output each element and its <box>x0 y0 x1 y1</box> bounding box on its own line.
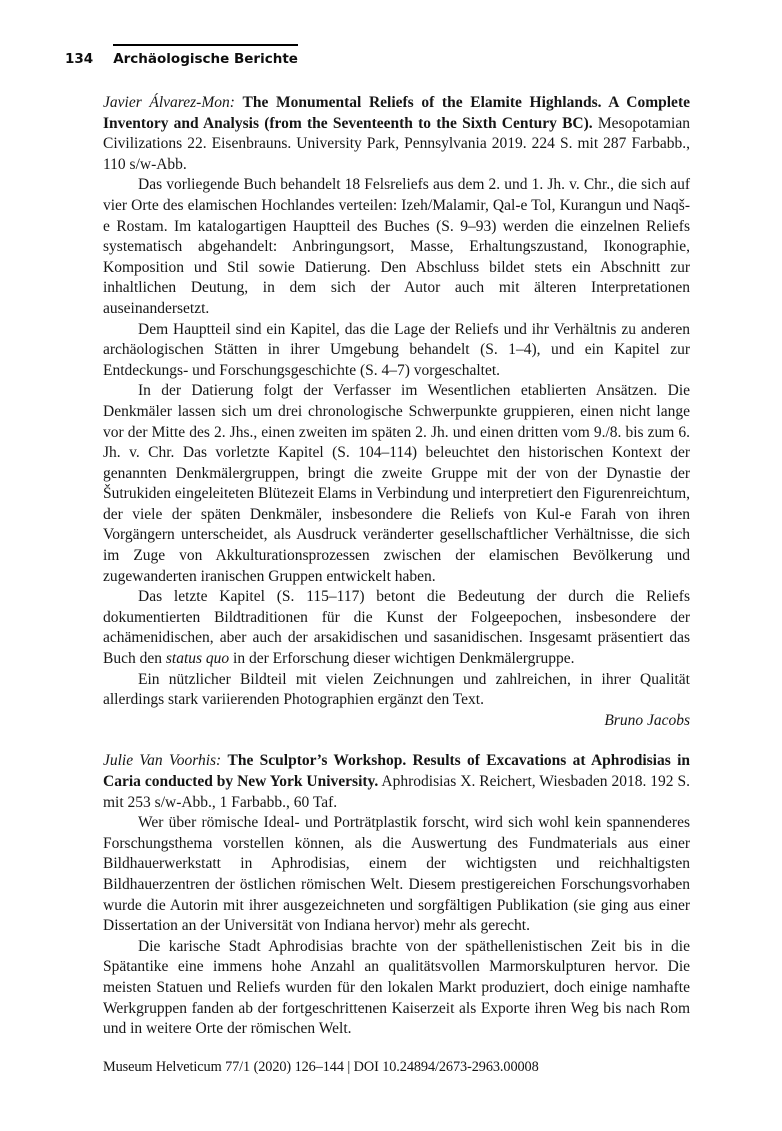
review-paragraph: Das vorliegende Buch behandelt 18 Felsreliefs aus dem 2. und 1. Jh. v. Chr., die sich auf vier Orte des elamischen Hochlandes verteilen: Izeh/Malamir, Qal-e Tol, Kurangun und Naqš-e Rostam. Im katalogartigen Hauptteil des Buches (S. 9–93) werden die einzelnen Reliefs systematisch abgehandelt: Anbringungsort, Masse, Erhaltungszustand, Ikonographie, Komposition und Stil sowie Datierung. Den Abschluss bildet stets ein Abschnitt zur inhaltlichen Deutung, in dem sich der Autor auch mit älteren Interpretationen auseinandersetzt. <box>103 176 690 317</box>
review-book-title: The Sculptor’s Workshop. Results of Excavations at Aphrodisias in Caria conducted by New York University. <box>103 752 690 790</box>
reviewer-signature: Bruno Jacobs <box>604 711 690 729</box>
page-number: 134 <box>65 51 94 67</box>
review-paragraph: Die karische Stadt Aphrodisias brachte von der späthellenistischen Zeit bis in die Spätantike eine immens hohe Anzahl an qualitätsvollen Marmorskulpturen hervor. Die meisten Statuen und Reliefs wurden für den lokalen Markt produziert, doch einige namhafte Werkgruppen fanden ab der fortgeschrittenen Kaiserzeit als Exporte ihren Weg bis nach Rom und in weitere Orte der römischen Welt. <box>103 937 690 1038</box>
paragraph-text: Das letzte Kapitel (S. 115–117) betont die Bedeutung der durch die Reliefs dokumentierten Bildtraditionen für die Kunst der Folgeepochen, insbesondere der achämenidischen, aber auch der arsakidischen und sasanidischen. Insgesamt präsentiert das Buch den <box>103 588 690 668</box>
running-head-section-title: Archäologische Berichte <box>113 44 298 67</box>
review-imprint: Aphrodisias X. Reichert, Wiesbaden 2018. 192 S. mit 253 s/w-Abb., 1 Farbabb., 60 Taf. <box>103 773 690 811</box>
review-alvarez-mon <box>103 93 690 731</box>
review-paragraph: Ein nützlicher Bildteil mit vielen Zeichnungen und zahlreichen, in ihrer Qualität allerdings stark variierenden Photographien ergänzt den Text. <box>103 670 690 709</box>
review-heading <box>103 751 690 813</box>
review-author: Julie Van Voorhis: <box>103 752 222 770</box>
review-paragraph: Dem Hauptteil sind ein Kapitel, das die Lage der Reliefs und ihr Verhältnis zu anderen archäologischen Stätten in ihrer Umgebung behandelt (S. 1–4), und ein Kapitel zur Entdeckungs- und Forschungsgeschichte (S. 4–7) vorgeschaltet. <box>103 320 690 379</box>
review-author: Javier Álvarez-Mon: <box>103 94 235 111</box>
review-imprint: Mesopotamian Civilizations 22. Eisenbrauns. University Park, Pennsylvania 2019. 224 S. mit 287 Farbabb., 110 s/w-Abb. <box>103 114 690 173</box>
review-paragraph <box>103 587 690 669</box>
review-paragraph: Wer über römische Ideal- und Porträtplastik forscht, wird sich wohl kein spannenderes Forschungsthema vorstellen können, als die Auswertung des Fundmaterials aus einer Bildhauerwerkstatt in Aphrodisias, einem der wichtigsten und reichhaltigsten Bildhauerzentren der östlichen römischen Welt. Diesem prestigereichen Forschungsvorhaben wurde die Autorin mit ihrer ausgezeichneten und sorgfältigen Publikation (sie ging aus einer Dissertation an der Universität von Indiana hervor) mehr als gerecht. <box>103 814 690 935</box>
review-book-title: The Monumental Reliefs of the Elamite Highlands. A Complete Inventory and Analysis (from the Seventeenth to the Sixth Century BC). <box>103 94 690 132</box>
page-footer <box>103 1059 539 1076</box>
reviews-column <box>103 93 690 1040</box>
review-paragraph: In der Datierung folgt der Verfasser im Wesentlichen etablierten Ansätzen. Die Denkmäler lassen sich um drei chronologische Schwerpunkte gruppieren, einen nicht lange vor der Mitte des 2. Jhs., einen zweiten im späten 2. Jh. und einen dritten vom 9./8. bis zum 6. Jh. v. Chr. Das vorletzte Kapitel (S. 104–114) beleuchtet den historischen Kontext der genannten Denkmälergruppen, bringt die zweite Gruppe mit der von der Dynastie der Šutrukiden eingeleiteten Blütezeit Elams in Verbindung und interpretiert den Figurenreichtum, der viele der späten Denkmäler, insbesondere die Reliefs von Kul-e Farah von ihren Vorgängern unterscheidet, als Ausdruck veränderter gesellschaftlicher Verhältnisse, die sich im Zuge von Akkulturationsprozessen zwischen der elamischen Bevölkerung und zugewanderten iranischen Gruppen entwickelt haben. <box>103 382 690 585</box>
latin-phrase: status quo <box>165 650 230 668</box>
paragraph-text: in der Erforschung dieser wichtigen Denkmälergruppe. <box>233 650 575 668</box>
journal-citation: Museum Helveticum 77/1 (2020) 126–144 | DOI 10.24894/2673-2963.00008 <box>103 1059 539 1075</box>
page-header <box>65 44 298 67</box>
review-van-voorhis <box>103 751 690 1039</box>
review-heading <box>103 93 690 175</box>
